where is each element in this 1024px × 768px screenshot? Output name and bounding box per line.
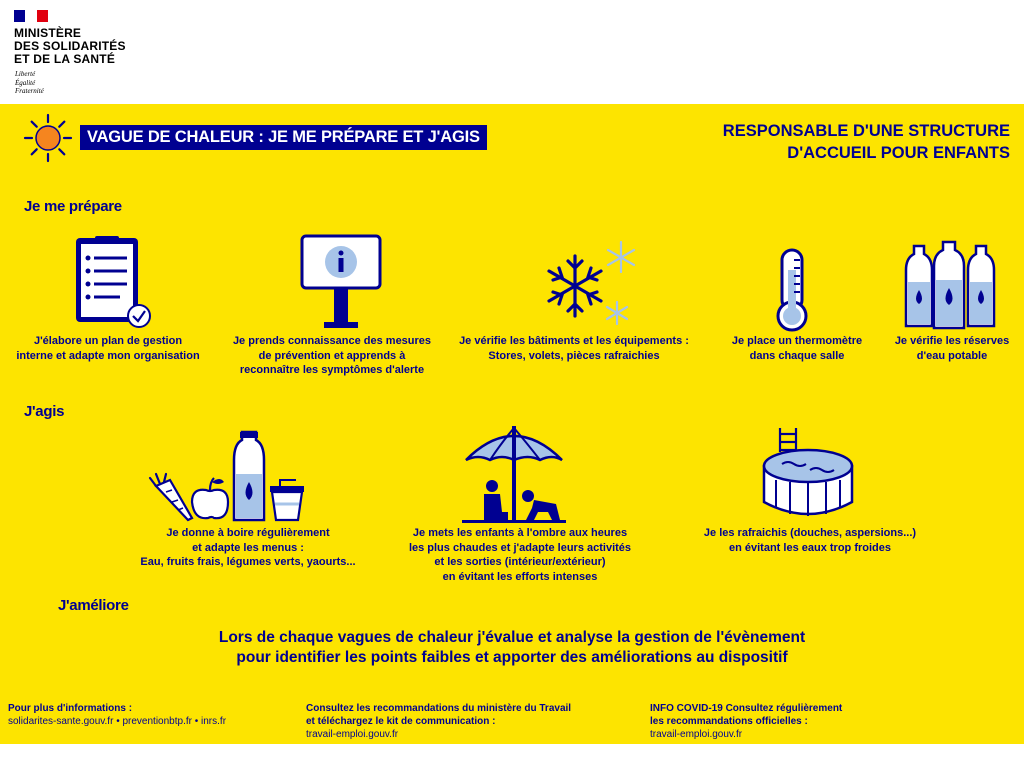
caption-plan [10,334,206,363]
improve-line: pour identifier les points faibles et apporter des améliorations au dispositif [236,649,788,666]
footer-heading: INFO COVID-19 Consultez régulièrement [650,703,843,714]
caption-water [884,334,1020,363]
food-and-drink-icon [148,430,304,522]
motto-line: Liberté [15,70,36,78]
ministry-header [0,0,1024,104]
improve-line: Lors de chaque vagues de chaleur j'évalue et analyse la gestion de l'évènement [218,629,806,646]
caption-line: Je vérifie les bâtiments et les équipements : [459,335,689,347]
caption-line: les plus chaudes et j'adapte leurs activités [408,541,632,554]
caption-line: Je les rafraichis (douches, aspersions...) [703,527,917,539]
caption-line: en évitant les eaux trop froides [729,541,891,554]
footer-link[interactable]: travail-emploi.gouv.fr [650,729,743,740]
thermometer-icon [774,248,810,332]
section-heading-prepare: Je me prépare [24,198,122,215]
improve-statement [0,628,1024,668]
sun-icon [22,112,74,164]
section-heading-improve: J'améliore [58,597,129,614]
caption-line: Je prends connaissance des mesures [232,335,432,347]
caption-line: Eau, fruits frais, légumes verts, yaourts... [140,556,356,568]
section-heading-act: J'agis [24,403,65,420]
caption-buildings [452,334,696,363]
pool-icon [760,426,856,522]
target-audience [650,120,1010,164]
republic-motto [15,70,44,96]
caption-line: en évitant les efforts intenses [442,570,598,583]
footer-heading: les recommandations officielles : [650,716,808,727]
caption-line: d'eau potable [916,349,988,362]
audience-line: D'ACCUEIL POUR ENFANTS [787,144,1010,162]
caption-thermometer [722,334,872,363]
caption-line: reconnaître les symptômes d'alerte [239,364,425,376]
flag-white [25,10,36,22]
caption-line: dans chaque salle [749,349,845,362]
clipboard-icon [73,234,153,330]
footer-heading: Consultez les recommandations du ministère du Travail [306,703,572,714]
caption-line: de prévention et apprends à [258,349,406,362]
footer-more-info [8,702,288,728]
caption-cooling [690,526,930,555]
snowflake-icon [541,240,641,332]
french-flag-icon [14,10,48,22]
footer-heading: et téléchargez le kit de communication : [306,716,496,727]
caption-line: interne et adapte mon organisation [16,349,200,362]
caption-line: et adapte les menus : [192,541,304,554]
motto-line: Fraternité [15,87,44,95]
bottom-strip [0,744,1024,768]
footer-links[interactable]: solidarites-sante.gouv.fr • preventionbtp.fr • inrs.fr [8,716,227,727]
footer-covid-info [650,702,950,741]
caption-line: Je mets les enfants à l'ombre aux heures [412,527,628,539]
ministry-line: ET DE LA SANTÉ [14,52,116,66]
footer-heading: Pour plus d'informations : [8,703,133,714]
footer-labor-ministry [306,702,626,741]
flag-blue [14,10,25,22]
caption-measures [226,334,438,378]
info-sign-icon [300,234,382,330]
footer-link[interactable]: travail-emploi.gouv.fr [306,729,399,740]
ministry-line: DES SOLIDARITÉS [14,39,126,53]
ministry-line: MINISTÈRE [14,26,82,40]
caption-shade [388,526,652,584]
motto-line: Égalité [15,78,36,87]
caption-line: et les sorties (intérieur/extérieur) [434,556,606,568]
ministry-name [14,27,126,66]
caption-line: Stores, volets, pièces rafraichies [488,349,660,362]
caption-line: Je donne à boire régulièrement [166,527,330,539]
poster-title: VAGUE DE CHALEUR : JE ME PRÉPARE ET J'AGIS [80,125,487,150]
caption-line: Je place un thermomètre [731,335,863,347]
caption-line: Je vérifie les réserves [894,335,1010,347]
parasol-children-icon [462,424,566,524]
caption-line: J'élabore un plan de gestion [33,335,183,347]
audience-line: RESPONSABLE D'UNE STRUCTURE [722,122,1010,140]
water-bottles-icon [900,240,1000,332]
caption-drinks [118,526,378,570]
flag-red [37,10,48,22]
